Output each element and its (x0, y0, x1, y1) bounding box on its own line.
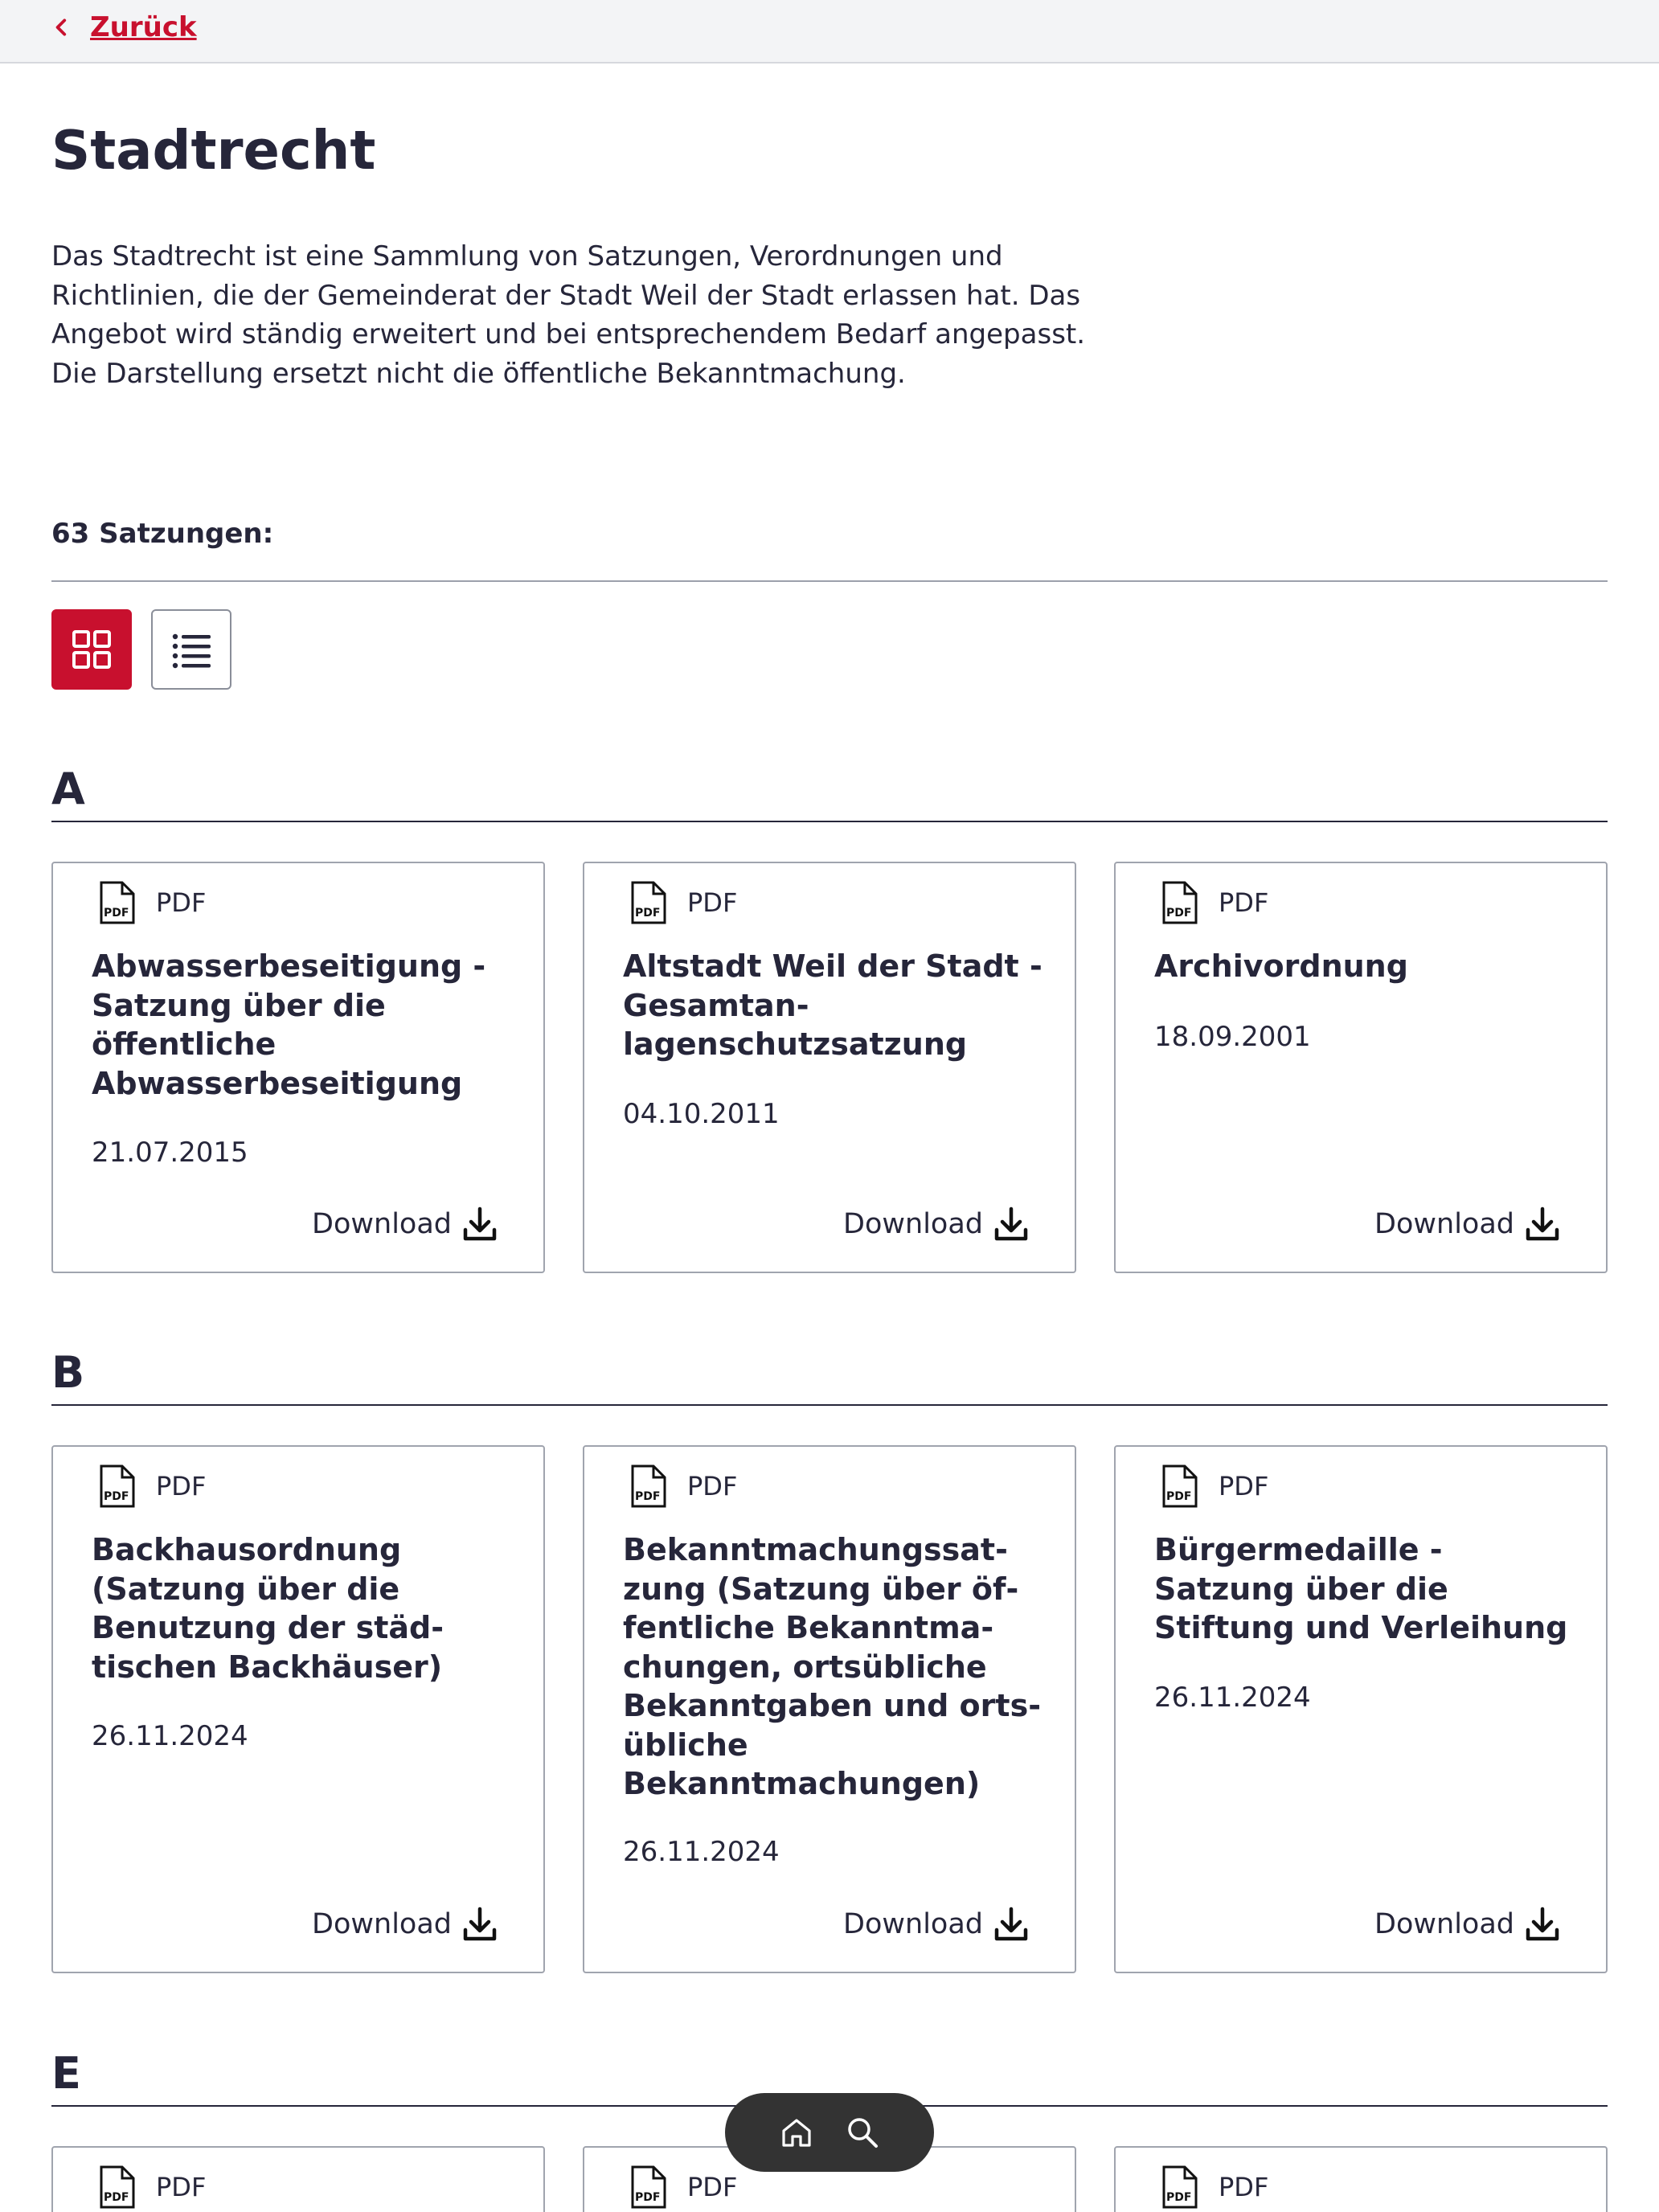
pdf-file-icon (1161, 1464, 1199, 1508)
pdf-file-icon (98, 1464, 137, 1508)
document-date: 26.11.2024 (92, 1720, 248, 1752)
document-card (1114, 862, 1608, 1273)
file-type: PDF PDF (1161, 2165, 1268, 2209)
document-card (1114, 2146, 1608, 2212)
file-type: PDF PDF (629, 1464, 737, 1508)
pdf-file-icon (629, 2165, 668, 2209)
file-type: PDF PDF (629, 2165, 737, 2209)
document-title: Backhausordnung (Satzung über die Benutzung der städtischen Backhäuser) (92, 1532, 444, 1685)
back-link[interactable] (51, 11, 197, 43)
section-divider (51, 1404, 1608, 1406)
page-title: Stadtrecht (51, 119, 376, 182)
pdf-file-icon (98, 2165, 137, 2209)
pdf-file-icon (629, 1464, 668, 1508)
download-link[interactable]: Download (1374, 1206, 1561, 1243)
chevron-left-icon (51, 17, 72, 38)
file-type: PDF PDF (98, 1464, 206, 1508)
pdf-file-icon (1161, 881, 1199, 924)
document-date: 04.10.2011 (623, 1098, 780, 1130)
download-icon (461, 1906, 498, 1943)
document-title: Abwasserbeseitigung - Satzung über die öffentliche Abwasserbeseitigung (92, 948, 486, 1101)
top-bar (0, 0, 1659, 63)
result-count: 63 Satzungen: (51, 518, 274, 550)
svg-text:PDF: PDF (1166, 1490, 1192, 1503)
file-type: PDF PDF (1161, 1464, 1268, 1508)
svg-text:PDF: PDF (1166, 2191, 1192, 2204)
svg-text:PDF: PDF (635, 907, 661, 920)
document-card (583, 1445, 1076, 1973)
document-title: Archivordnung (1154, 948, 1408, 984)
document-date: 21.07.2015 (92, 1137, 248, 1169)
document-card (51, 2146, 545, 2212)
download-icon (993, 1906, 1030, 1943)
download-icon (461, 1206, 498, 1243)
pdf-file-icon (629, 881, 668, 924)
grid-view-button[interactable] (51, 609, 132, 690)
document-card (51, 1445, 545, 1973)
document-title: Bürgermedaille - Satzung über die Stiftung und Verleihung (1154, 1532, 1568, 1645)
list-view-icon (169, 627, 214, 672)
document-title: Altstadt Weil der Stadt - Gesamtanlagenschutzsatzung (623, 948, 1043, 1062)
document-date: 26.11.2024 (1154, 1682, 1311, 1714)
svg-text:PDF: PDF (104, 2191, 129, 2204)
download-link[interactable]: Download (1374, 1906, 1561, 1943)
intro-text: Das Stadtrecht ist eine Sammlung von Satzungen, Verordnungen und Richtlinien, die der Gemeinderat der Stadt Weil der Stadt erlassen hat. Das Angebot wird ständig erweitert und bei entsprechendem Bedarf angepasst. Die Darstellung ersetzt nicht die öffentliche Bekanntmachung. (51, 240, 1086, 390)
floating-nav-bar (725, 2093, 934, 2172)
section-letter: E (51, 2048, 81, 2099)
svg-text:PDF: PDF (1166, 907, 1192, 920)
file-type: PDF PDF (629, 881, 737, 924)
svg-text:PDF: PDF (635, 1490, 661, 1503)
document-card (1114, 1445, 1608, 1973)
download-link[interactable]: Download (312, 1206, 498, 1243)
svg-text:PDF: PDF (635, 2191, 661, 2204)
svg-text:PDF: PDF (104, 907, 129, 920)
home-icon[interactable] (779, 2115, 814, 2150)
section-divider (51, 821, 1608, 822)
download-link[interactable]: Download (843, 1906, 1030, 1943)
section-letter: B (51, 1347, 85, 1398)
pdf-file-icon (1161, 2165, 1199, 2209)
file-type: PDF PDF (98, 881, 206, 924)
document-date: 26.11.2024 (623, 1836, 780, 1868)
svg-text:PDF: PDF (104, 1490, 129, 1503)
search-icon[interactable] (845, 2115, 880, 2150)
file-type: PDF PDF (98, 2165, 206, 2209)
list-view-button[interactable] (151, 609, 231, 690)
download-icon (993, 1206, 1030, 1243)
download-link[interactable]: Download (843, 1206, 1030, 1243)
section-letter: A (51, 764, 85, 814)
grid-view-icon (69, 627, 114, 672)
download-icon (1524, 1906, 1561, 1943)
file-type: PDF PDF (1161, 881, 1268, 924)
document-date: 18.09.2001 (1154, 1021, 1311, 1053)
divider (51, 580, 1608, 582)
download-icon (1524, 1206, 1561, 1243)
document-title: Bekanntmachungssatzung (Satzung über öffentliche Bekanntmachungen, ortsübliche Bekanntgaben und ortsübliche Bekanntmachungen) (623, 1532, 1041, 1801)
document-card (51, 862, 545, 1273)
document-card (583, 862, 1076, 1273)
download-link[interactable]: Download (312, 1906, 498, 1943)
pdf-file-icon (98, 881, 137, 924)
back-link-label: Zurück (90, 11, 197, 43)
